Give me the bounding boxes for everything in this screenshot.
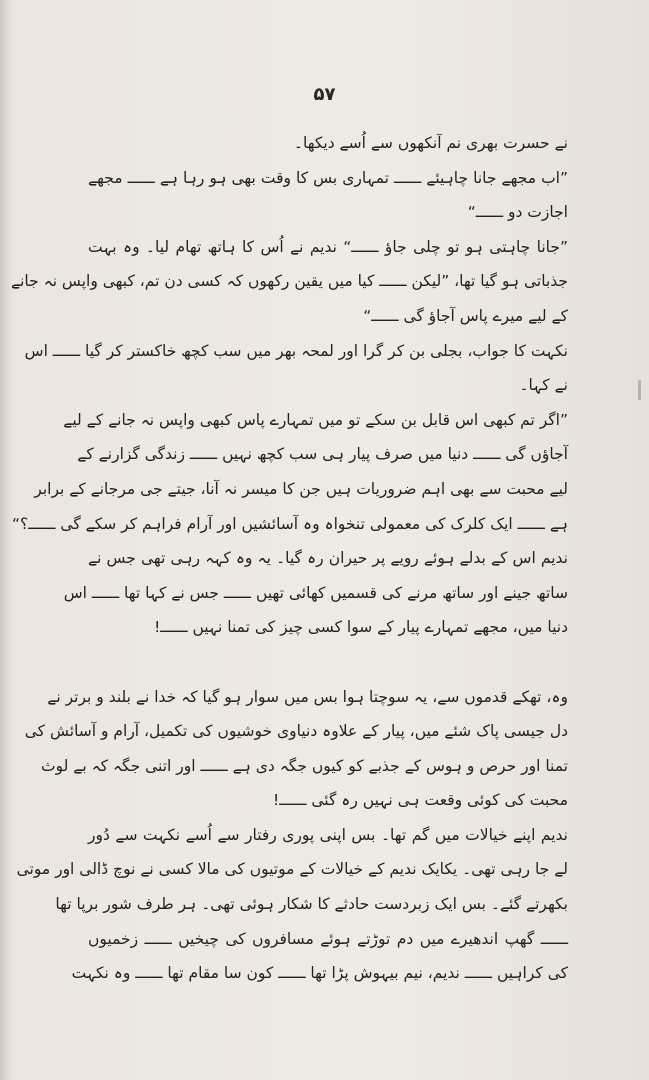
text-line: ”جانا چاہتی ہو تو چلی جاؤ ــــــ“ ندیم نے اُس کا ہاتھ تھام لیا۔ وہ بہت <box>88 237 568 256</box>
text-line: جذباتی ہو گیا تھا، ”لیکن ــــــ کیا میں یقین رکھوں کہ کسی دن تم، کبھی واپس نہ جانے <box>10 272 568 291</box>
text-line: لیے محبت سے بھی اہم ضروریات ہیں جن کا میسر نہ آنا، جیتے جی مرجانے کے برابر <box>34 479 568 498</box>
text-line: نے حسرت بھری نم آنکھوں سے اُسے دیکھا۔ <box>293 134 568 152</box>
text-line: ”اب مجھے جانا چاہیئے ــــــ تمہاری بس کا وقت بھی ہو رہا ہے ــــــ مجھے <box>88 168 568 187</box>
page-edge-shadow <box>0 0 10 1080</box>
text-line: ندیم اپنے خیالات میں گم تھا۔ بس اپنی پوری رفتار سے اُسے نکہت سے دُور <box>88 825 568 844</box>
text-line: ساتھ جینے اور ساتھ مرنے کی قسمیں کھائی تھیں ــــــ جس نے کہا تھا ــــــ اس <box>63 583 568 602</box>
page-number: ۵۷ <box>313 84 336 105</box>
text-line: ــــــ گھپ اندھیرے میں دم توڑتے ہوئے مسافروں کی چیخیں ــــــ زخمیوں <box>88 929 568 948</box>
body-text <box>10 126 568 991</box>
text-line: دل جیسی پاک شئے میں، پیار کے علاوہ دنیاوی خوشیوں کی تکمیل، آرام و آسائش کی <box>24 722 568 741</box>
text-line: ندیم اس کے بدلے ہوئے رویے پر حیران رہ گیا۔ یہ وہ کہہ رہی تھی جس نے <box>88 549 568 568</box>
text-line: بکھرتے گئے۔ بس ایک زبردست حادثے کا شکار ہوئی تھی۔ ہر طرف شور برپا تھا <box>55 895 568 914</box>
page-mark <box>638 380 641 400</box>
text-line: ”اگر تم کبھی اس قابل بن سکے تو میں تمہارے پاس کبھی واپس نہ جانے کے لیے <box>63 410 568 429</box>
text-line: محبت کی کوئی وقعت ہی نہیں رہ گئی ــــــ! <box>272 791 568 810</box>
text-line: لے جا رہی تھی۔ یکایک ندیم کے خیالات کے موتیوں کی مالا کسی نے نوچ ڈالی اور موتی <box>16 860 568 879</box>
text-line: اجازت دو ــــــ“ <box>467 203 568 222</box>
text-line: نکہت کا جواب، بجلی بن کر گرا اور لمحہ بھر میں سب کچھ خاکستر کر گیا ــــــ اس <box>24 341 568 360</box>
text-line: نے کہا۔ <box>519 376 568 395</box>
text-line: تمنا اور حرص و ہوس کے جذبے کو کیوں جگہ دی ہے ــــــ اور اتنی جگہ کہ بے لوث <box>41 756 568 775</box>
text-line: ہے ــــــ ایک کلرک کی معمولی تنخواہ وہ آسائشیں اور آرام فراہم کر سکے گی ــــــ؟“ <box>11 514 568 533</box>
paragraph-gap <box>88 645 568 680</box>
text-line: آجاؤں گی ــــــ دنیا میں صرف پیار ہی سب کچھ نہیں ــــــ زندگی گزارنے کے <box>77 445 568 464</box>
text-line: وہ، تھکے قدموں سے، یہ سوچتا ہوا بس میں سوار ہو گیا کہ خدا نے بلند و برتر نے <box>47 687 568 706</box>
text-line: کی کراہیں ــــــ ندیم، نیم بیہوش پڑا تھا ــــــ کون سا مقام تھا ــــــ وہ نکہت <box>71 964 568 983</box>
text-line: کے لیے میرے پاس آجاؤ گی ــــــ“ <box>363 306 568 325</box>
text-line: دنیا میں، مجھے تمہارے پیار کے سوا کسی چیز کی تمنا نہیں ــــــ! <box>154 618 568 637</box>
